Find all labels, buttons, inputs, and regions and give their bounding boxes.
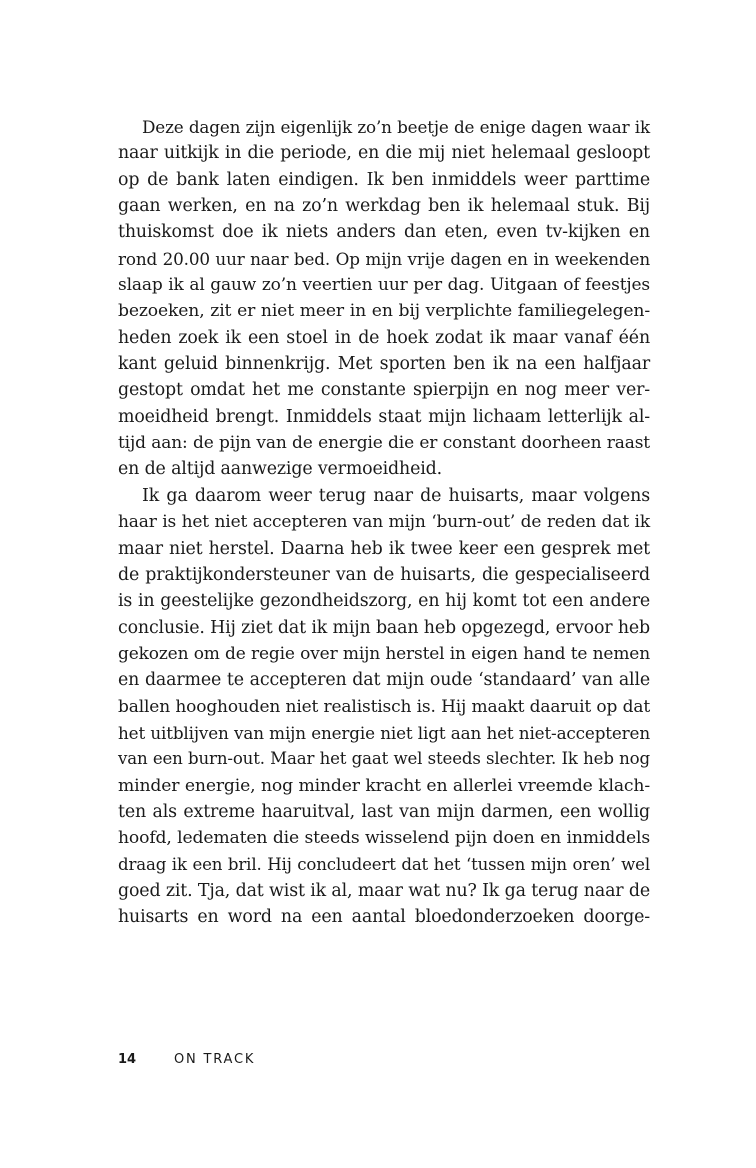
text-line: bezoeken, zit er niet meer in en bij verplichte familiegelegen- [118,301,650,322]
text-line: gaan werken, en na zo’n werkdag ben ik helemaal stuk. Bij [118,196,650,217]
paragraph [118,483,650,931]
text-line: conclusie. Hij ziet dat ik mijn baan heb opgezegd, ervoor heb [118,617,650,638]
text-line: huisarts en word na een aantal bloedonderzoeken doorge- [118,907,650,928]
text-line: ten als extreme haaruitval, last van mijn darmen, een wollig [118,801,650,822]
text-line: kant geluid binnenkrijg. Met sporten ben ik na een halfjaar [118,354,650,375]
text-line: rond 20.00 uur naar bed. Op mijn vrije dagen en in weekenden [118,248,650,269]
text-line: maar niet herstel. Daarna heb ik twee keer een gesprek met [118,538,650,559]
text-line: de praktijkondersteuner van de huisarts, die gespecialiseerd [118,564,650,585]
text-line: naar uitkijk in die periode, en die mij niet helemaal gesloopt [118,143,650,164]
text-line: ballen hooghouden niet realistisch is. Hij maakt daaruit op dat [118,696,650,717]
text-line: op de bank laten eindigen. Ik ben inmiddels weer parttime [118,169,650,190]
text-line: het uitblijven van mijn energie niet ligt aan het niet-accepteren [118,722,650,743]
text-line: minder energie, nog minder kracht en allerlei vreemde klach- [118,775,650,796]
text-line: en daarmee te accepteren dat mijn oude ‘standaard’ van alle [118,670,650,691]
text-line: en de altijd aanwezige vermoeidheid. [118,459,442,480]
text-line: goed zit. Tja, dat wist ik al, maar wat nu? Ik ga terug naar de [118,880,650,901]
text-line: moeidheid brengt. Inmiddels staat mijn lichaam letterlijk al- [118,406,650,427]
text-line: draag ik een bril. Hij concludeert dat het ‘tussen mijn oren’ wel [118,854,650,874]
text-line: slaap ik al gauw zo’n veertien uur per dag. Uitgaan of feestjes [118,275,650,296]
text-line: tijd aan: de pijn van de energie die er constant doorheen raast [118,433,650,454]
text-line: haar is het niet accepteren van mijn ‘burn-out’ de reden dat ik [118,512,650,533]
text-line: gestopt omdat het me constante spierpijn en nog meer ver- [118,380,650,401]
text-line: heden zoek ik een stoel in de hoek zodat ik maar vanaf één [118,327,650,348]
text-line: Deze dagen zijn eigenlijk zo’n beetje de enige dagen waar ik [142,117,650,137]
text-line: is in geestelijke gezondheidszorg, en hij komt tot een andere [118,591,650,612]
text-line: Ik ga daarom weer terug naar de huisarts, maar volgens [142,485,650,506]
running-title: ON TRACK [174,1051,256,1067]
page-number: 14 [118,1051,137,1067]
paragraph [118,114,650,483]
text-line: van een burn-out. Maar het gaat wel steeds slechter. Ik heb nog [118,749,650,769]
text-line: hoofd, ledematen die steeds wisselend pijn doen en inmiddels [118,828,650,849]
page-footer [118,1049,255,1069]
text-line: gekozen om de regie over mijn herstel in eigen hand te nemen [118,643,650,664]
text-line: thuiskomst doe ik niets anders dan eten, even tv-kijken en [118,222,650,243]
body-text [118,114,650,931]
